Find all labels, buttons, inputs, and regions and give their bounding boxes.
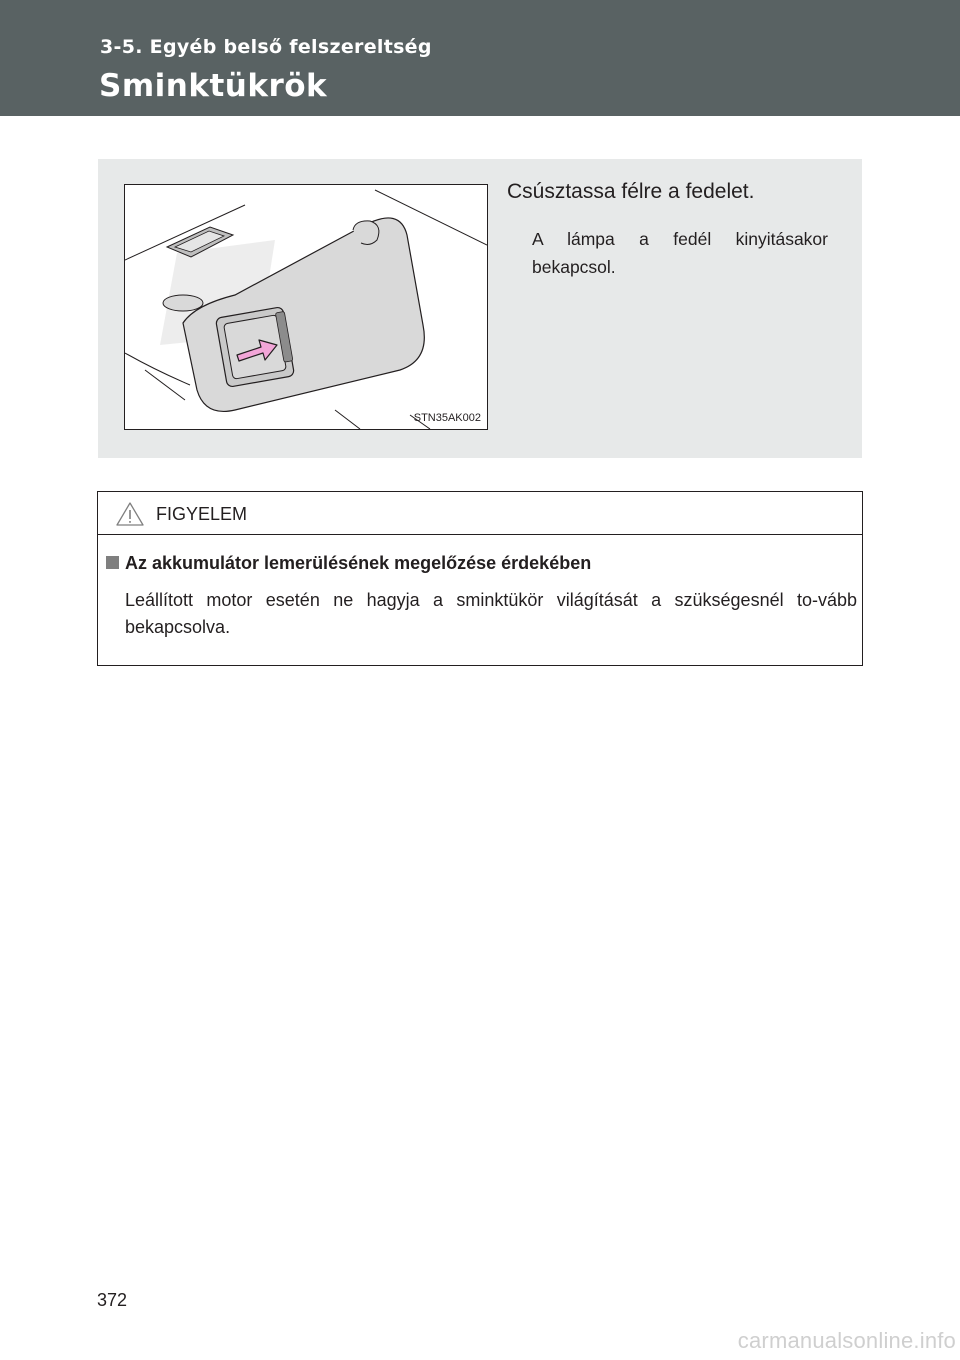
figure-code: STN35AK002 <box>413 412 481 424</box>
warning-triangle-icon <box>115 501 145 527</box>
section-title: 3-5. Egyéb belső felszereltség <box>100 36 432 58</box>
sun-visor-illustration <box>124 184 488 430</box>
page-number: 372 <box>97 1290 128 1310</box>
instruction-text: Csúsztassa félre a fedelet. <box>507 180 755 203</box>
warning-body: Leállított motor esetén ne hagyja a sminktükör világítását a szükségesnél to-vább bekapcsolva. <box>125 590 857 637</box>
instruction-panel <box>98 159 862 458</box>
warning-label: FIGYELEM <box>156 504 248 524</box>
header-bar <box>0 0 960 116</box>
page-title: Sminktükrök <box>99 68 328 104</box>
instruction-detail: A lámpa a fedél kinyitásakor bekapcsol. <box>532 229 828 277</box>
warning-heading: Az akkumulátor lemerülésének megelőzése érdekében <box>125 553 592 573</box>
warning-header <box>98 492 862 535</box>
bullet-square-icon <box>106 556 119 569</box>
warning-box <box>97 491 863 666</box>
watermark: carmanualsonline.info <box>737 1328 956 1353</box>
visor-drawing <box>125 185 487 429</box>
